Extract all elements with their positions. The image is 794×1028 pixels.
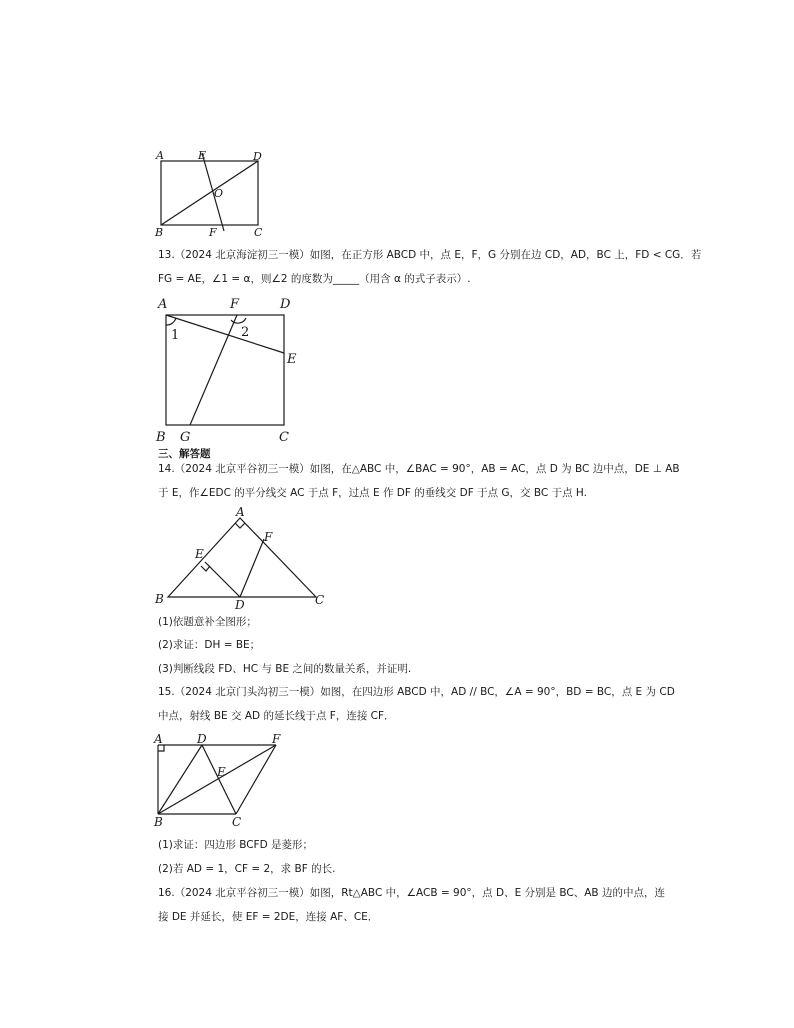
q14-sub-2: (2)求证：DH = BE；: [158, 639, 261, 651]
label-c: C: [232, 815, 242, 829]
label-f: F: [264, 530, 273, 544]
label-c: C: [315, 593, 325, 607]
label-e: E: [287, 352, 297, 367]
q14-line-2: 于 E，作∠EDC 的平分线交 AC 于点 F，过点 E 作 DF 的垂线交 DF 于点 G，交 BC 于点 H.: [158, 487, 587, 499]
label-d: D: [253, 150, 262, 163]
label-f: F: [272, 732, 281, 746]
label-a: A: [156, 149, 164, 162]
angle-1-arc: [166, 318, 176, 325]
label-e: E: [198, 149, 207, 162]
label-a: A: [236, 505, 245, 519]
triangle-abc: [168, 518, 316, 597]
right-angle-a: [235, 523, 245, 528]
label-f: F: [230, 297, 240, 312]
label-b: B: [156, 430, 166, 445]
section-heading: 三、解答题: [158, 448, 211, 460]
label-b: B: [155, 226, 164, 239]
q15-line-2: 中点，射线 BE 交 AD 的延长线于点 F，连接 CF．: [158, 710, 395, 722]
q16-line-2: 接 DE 并延长，使 EF = 2DE，连接 AF、CE．: [158, 911, 379, 923]
q15-line-1: 15.（2024 北京门头沟初三一模）如图，在四边形 ABCD 中，AD // BC，∠A = 90°，BD = BC，点 E 为 CD: [158, 686, 675, 698]
q13-line-2: FG = AE，∠1 = α，则∠2 的度数为_____（用含 α 的式子表示）.: [158, 273, 471, 285]
label-b: B: [155, 592, 164, 606]
segment-de: [205, 562, 240, 597]
q15-sub-1: (1)求证：四边形 BCFD 是菱形；: [158, 839, 314, 851]
label-o: O: [214, 187, 224, 200]
label-d: D: [197, 732, 207, 746]
q14-sub-1: (1)依题意补全图形；: [158, 616, 257, 628]
angle-2-arc: [231, 318, 246, 323]
label-c: C: [279, 430, 289, 445]
square-abcd: [166, 315, 284, 425]
segment-df: [240, 539, 264, 597]
label-g: G: [180, 430, 191, 445]
q14-sub-3: (3)判断线段 FD、HC 与 BE 之间的数量关系，并证明.: [158, 663, 412, 675]
label-a: A: [158, 297, 168, 312]
label-b: B: [154, 815, 163, 829]
segment-dc: [202, 745, 236, 814]
segment-bf: [158, 745, 276, 814]
label-c: C: [254, 226, 263, 239]
label-d: D: [235, 598, 245, 612]
q13-line-1: 13.（2024 北京海淀初三一模）如图，在正方形 ABCD 中，点 E，F，G 分别在边 CD，AD，BC 上，FD < CG．若: [158, 249, 702, 261]
segment-fg: [190, 315, 237, 425]
segment-bd: [158, 745, 202, 814]
right-angle-e: [201, 566, 210, 571]
label-a: A: [154, 732, 163, 746]
diagonal-bd: [161, 161, 258, 225]
figure-square-q13: [150, 293, 310, 445]
label-angle-1: 1: [171, 328, 180, 343]
segment-ae: [166, 315, 284, 353]
label-e: E: [217, 765, 226, 779]
q15-sub-2: (2)若 AD = 1，CF = 2，求 BF 的长.: [158, 863, 336, 875]
figure-rectangle-diagonal: [150, 145, 270, 240]
figure-rhombus-q15: [150, 730, 290, 830]
label-f: F: [209, 226, 217, 239]
label-d: D: [280, 297, 291, 312]
q16-line-1: 16.（2024 北京平谷初三一模）如图，Rt△ABC 中，∠ACB = 90°，点 D、E 分别是 BC、AB 边的中点，连: [158, 887, 665, 899]
label-angle-2: 2: [241, 325, 250, 340]
q14-line-1: 14.（2024 北京平谷初三一模）如图，在△ABC 中，∠BAC = 90°，AB = AC，点 D 为 BC 边中点，DE ⊥ AB: [158, 463, 680, 475]
figure-triangle-q14: [150, 506, 335, 611]
segment-cf: [236, 745, 276, 814]
label-e: E: [195, 547, 204, 561]
